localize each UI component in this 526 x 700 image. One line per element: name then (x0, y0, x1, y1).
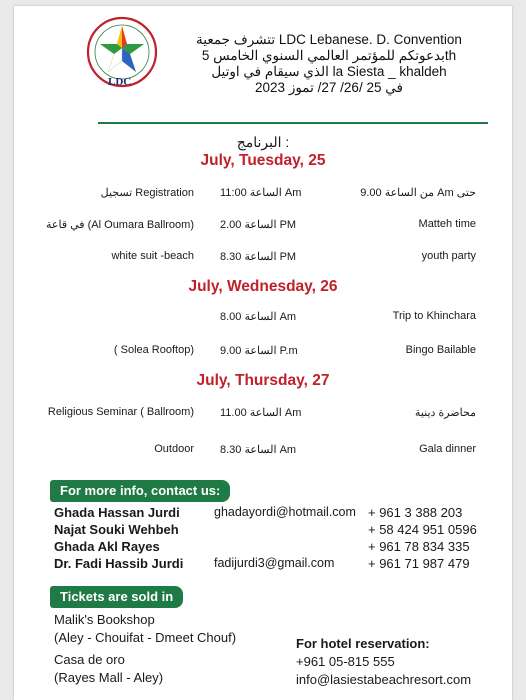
ldc-logo (84, 14, 160, 90)
event-name: youth party (421, 250, 476, 262)
event-name: Bingo Bailable (405, 344, 476, 356)
contact-phone: + 961 71 987 479 (368, 556, 470, 571)
event-detail: Outdoor (154, 443, 194, 455)
event-detail: white suit -beach (111, 250, 194, 262)
schedule-row (14, 443, 512, 459)
event-name: Trip to Khinchara (392, 310, 476, 322)
event-time: الساعة 9.00 P.m (220, 345, 298, 357)
logo-text: LDC (108, 76, 132, 88)
contact-row (54, 505, 504, 522)
contact-name: Ghada Hassan Jurdi (54, 505, 180, 520)
event-name: Gala dinner (419, 443, 476, 455)
header-divider (98, 122, 488, 124)
invitation-header (164, 32, 494, 96)
contact-phone: + 961 78 834 335 (368, 539, 470, 554)
ticket-place-name: Casa de oro (54, 652, 125, 667)
hotel-email: info@lasiestabeachresort.com (296, 672, 472, 687)
schedule-row (14, 344, 512, 360)
contact-name: Dr. Fadi Hassib Jurdi (54, 556, 184, 571)
program-title: البرنامج : (236, 134, 290, 150)
contact-email: fadijurdi3@gmail.com (214, 556, 335, 570)
ticket-place-location: (Rayes Mall - Aley) (54, 670, 164, 685)
ticket-place-location: (Aley - Chouifat - Dmeet Chouf) (54, 630, 237, 645)
event-time: الساعة 11.00 Am (220, 407, 302, 419)
header-line-1: تتشرف جمعية LDC Lebanese. D. Convention (196, 32, 462, 47)
contact-row (54, 556, 504, 573)
contact-row (54, 539, 504, 556)
contact-row (54, 522, 504, 539)
tickets-banner: Tickets are sold in (50, 586, 183, 608)
event-detail: Religious Seminar ( Ballroom) (47, 406, 194, 418)
ticket-place-name: Malik's Bookshop (54, 612, 155, 627)
contact-email: ghadayordi@hotmail.com (214, 505, 356, 519)
schedule-row (14, 250, 512, 266)
contact-phone: + 961 3 388 203 (368, 505, 463, 520)
schedule-row (14, 406, 512, 422)
event-time: الساعة 2.00 PM (220, 219, 297, 231)
header-line-2: بدعوتكم للمؤتمر العالمي السنوي الخامس 5th (201, 48, 457, 63)
header-line-4: في 25 /26/ 27/ تموز 2023 (255, 80, 403, 95)
day-title: July, Thursday, 27 (196, 372, 330, 389)
event-detail: في قاعة (Al Oumara Ballroom) (46, 219, 194, 231)
day-title: July, Tuesday, 25 (200, 152, 326, 169)
contact-banner: For more info, contact us: (50, 480, 230, 502)
schedule-row (14, 218, 512, 234)
invitation-page (14, 6, 512, 700)
schedule-row (14, 186, 512, 202)
event-name: Matteh time (418, 218, 476, 230)
header-line-3: الذي سيقام في اوتيل la Siesta _ khaldeh (211, 64, 447, 79)
event-detail: تسجيل Registration (100, 187, 194, 199)
event-name: من الساعة 9.00 Am حتى (360, 187, 476, 199)
contact-name: Najat Souki Wehbeh (54, 522, 179, 537)
event-time: الساعة 8.30 Am (220, 444, 297, 456)
event-name: محاضرة دينية (414, 407, 476, 419)
hotel-title: For hotel reservation: (296, 636, 430, 651)
schedule-row (14, 310, 512, 326)
day-title: July, Wednesday, 26 (188, 278, 338, 295)
event-detail: ( Solea Rooftop) (113, 344, 194, 356)
event-time: الساعة 8.30 PM (220, 251, 297, 263)
event-time: الساعة 11:00 Am (220, 187, 302, 199)
contact-name: Ghada Akl Rayes (54, 539, 160, 554)
hotel-phone: +961 05-815 555 (296, 654, 395, 669)
contact-phone: + 58 424 951 0596 (368, 522, 477, 537)
event-time: الساعة 8.00 Am (220, 311, 297, 323)
